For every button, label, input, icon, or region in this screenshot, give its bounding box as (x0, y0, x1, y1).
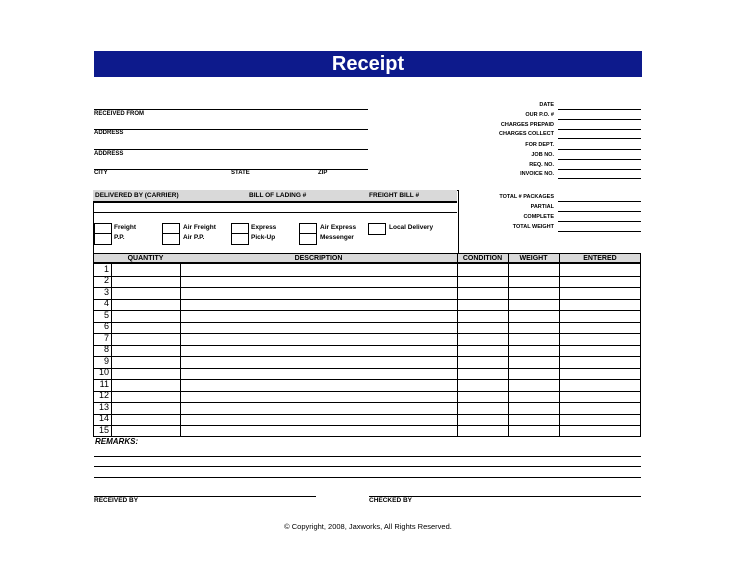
zip-label: ZIP (318, 170, 328, 176)
table-row-divider (93, 345, 641, 346)
row-number: 9 (103, 355, 109, 366)
remarks-label: REMARKS: (95, 437, 139, 446)
complete-line[interactable] (558, 221, 641, 222)
table-row-divider (93, 368, 641, 369)
col-divider-num (111, 264, 112, 437)
address-line-2[interactable] (94, 149, 368, 150)
bill-of-lading-label: BILL OF LADING # (249, 192, 307, 199)
air-pp-label: Air P.P. (183, 234, 205, 241)
freight-bill-label: FREIGHT BILL # (369, 192, 420, 199)
total-packages-label: TOTAL # PACKAGES (499, 194, 554, 200)
pp-checkbox[interactable] (94, 233, 112, 245)
row-number: 13 (98, 401, 109, 412)
row-number: 3 (103, 286, 109, 297)
quantity-header: QUANTITY (127, 255, 164, 262)
row-number: 12 (98, 390, 109, 400)
copyright-notice: © Copyright, 2008, Jaxworks, All Rights Reserved. (284, 522, 452, 531)
address-label-1: ADDRESS (94, 130, 124, 136)
row-number: 5 (103, 309, 109, 320)
table-row-divider (93, 391, 641, 392)
row-number: 6 (103, 321, 109, 331)
checked-by-label: CHECKED BY (369, 497, 412, 504)
date-line[interactable] (558, 109, 641, 110)
po-line[interactable] (558, 119, 641, 120)
po-label: OUR P.O. # (525, 112, 554, 118)
table-row-divider (93, 276, 641, 277)
table-row-divider (93, 322, 641, 323)
col-divider-qty (180, 264, 181, 437)
row-number: 7 (103, 332, 109, 343)
partial-line[interactable] (558, 211, 641, 212)
table-row-divider (93, 287, 641, 288)
table-row-divider (93, 414, 641, 415)
charges-collect-line[interactable] (558, 138, 641, 139)
table-row-divider (93, 425, 641, 426)
condition-header: CONDITION (462, 255, 503, 262)
table-row-divider (93, 379, 641, 380)
description-header: DESCRIPTION (294, 255, 343, 262)
address-line-1[interactable] (94, 129, 368, 130)
row-number: 14 (98, 413, 109, 423)
table-row-divider (93, 402, 641, 403)
row-number: 4 (103, 298, 109, 308)
remarks-line-1[interactable] (94, 456, 641, 457)
delivered-by-label: DELIVERED BY (CARRIER) (95, 192, 179, 199)
remarks-line-2[interactable] (94, 466, 641, 467)
air-freight-label: Air Freight (183, 224, 216, 231)
pick-up-checkbox[interactable] (231, 233, 249, 245)
invoice-no-label: INVOICE NO. (520, 171, 554, 177)
carrier-entry-line[interactable] (93, 212, 457, 213)
charges-prepaid-label: CHARGES PREPAID (500, 122, 554, 128)
dept-line[interactable] (558, 149, 641, 150)
air-express-label: Air Express (320, 224, 357, 231)
pp-label: P.P. (114, 234, 125, 241)
address-label-2: ADDRESS (94, 151, 124, 157)
messenger-label: Messenger (320, 234, 354, 241)
local-delivery-checkbox[interactable] (368, 223, 386, 235)
date-label: DATE (539, 102, 554, 108)
table-row-divider (93, 333, 641, 334)
row-number: 1 (103, 263, 109, 274)
dept-label: FOR DEPT. (525, 142, 554, 148)
row-number: 11 (99, 378, 109, 389)
freight-label: Freight (114, 224, 137, 231)
entered-header: ENTERED (583, 255, 617, 262)
row-number: 10 (98, 367, 109, 377)
total-packages-line[interactable] (558, 201, 641, 202)
local-delivery-label: Local Delivery (389, 224, 434, 231)
row-number: 8 (103, 344, 109, 354)
page-title: Receipt (94, 51, 642, 77)
job-no-line[interactable] (558, 159, 641, 160)
received-by-label: RECEIVED BY (94, 497, 139, 504)
table-row-divider (93, 299, 641, 300)
table-row-divider (93, 356, 641, 357)
remarks-line-3[interactable] (94, 477, 641, 478)
row-number: 15 (98, 424, 109, 435)
req-no-line[interactable] (558, 169, 641, 170)
partial-label: PARTIAL (530, 204, 554, 210)
charges-collect-label: CHARGES COLLECT (499, 131, 554, 137)
state-label: STATE (231, 170, 250, 176)
invoice-no-line[interactable] (558, 178, 641, 179)
weight-header: WEIGHT (519, 255, 548, 262)
air-pp-checkbox[interactable] (162, 233, 180, 245)
received-from-line[interactable] (94, 109, 368, 110)
job-no-label: JOB NO. (531, 152, 554, 158)
total-weight-line[interactable] (558, 231, 641, 232)
pick-up-label: Pick-Up (251, 234, 276, 241)
req-no-label: REQ. NO. (529, 162, 554, 168)
express-label: Express (251, 224, 277, 231)
total-weight-label: TOTAL WEIGHT (512, 224, 554, 230)
charges-prepaid-line[interactable] (558, 129, 641, 130)
city-label: CITY (94, 170, 108, 176)
received-from-label: RECEIVED FROM (94, 111, 145, 117)
complete-label: COMPLETE (523, 214, 554, 220)
row-number: 2 (103, 275, 109, 285)
messenger-checkbox[interactable] (299, 233, 317, 245)
table-row-divider (93, 310, 641, 311)
